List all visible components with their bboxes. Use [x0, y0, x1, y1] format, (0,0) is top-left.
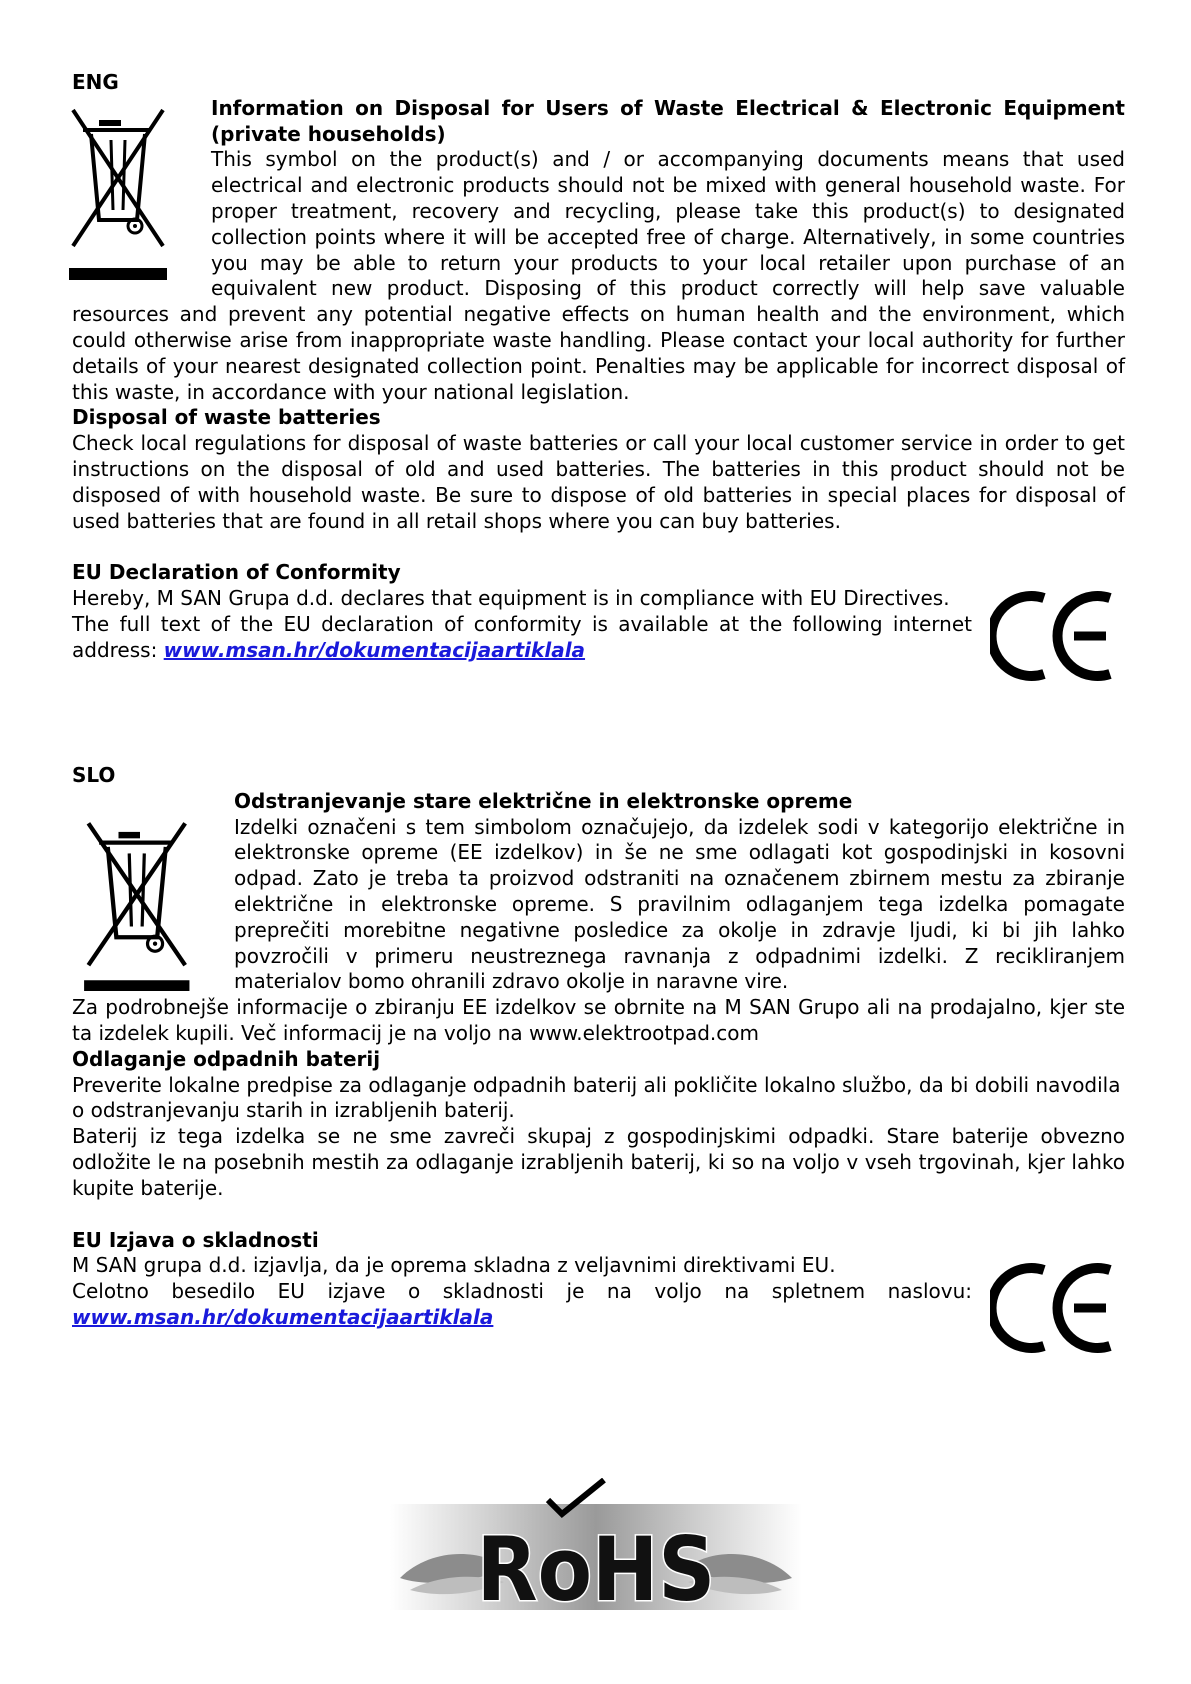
slo-decl-line1: M SAN grupa d.d. izjavlja, da je oprema skladna z veljavnimi direktivami EU.	[72, 1253, 836, 1278]
eng-decl-link[interactable]: www.msan.hr/dokumentacijaartiklala	[163, 637, 586, 662]
ce-mark-icon-slo	[990, 1262, 1120, 1354]
slo-batt-title: Odlaganje odpadnih baterij	[72, 1046, 381, 1071]
slo-decl-paragraph	[72, 1279, 972, 1331]
slo-batt-text1: Preverite lokalne predpise za odlaganje odpadnih baterij ali pokličite lokalno službo, da bi dobili navodila o odstranjevanju starih in izrabljenih baterij.	[72, 1072, 1121, 1123]
slo-section	[72, 763, 1125, 1331]
eng-decl-title: EU Declaration of Conformity	[72, 560, 401, 585]
slo-lang-label: SLO	[72, 763, 116, 787]
eng-weee-title: Information on Disposal for Users of Waste Electrical & Electronic Equipment (private households)	[211, 95, 1125, 146]
slo-weee-text: Izdelki označeni s tem simbolom označujejo, da izdelek sodi v kategorijo električne in elektronske opreme (EE izdelkov) in še ne sme odlagati kot gospodinjski in kosovni odpad. Zato je treba ta proizvod odstraniti na označenem zbirnem mestu za zbiranje električne in elektronske opreme. S pravilnim odlaganjem tega izdelka pomagate preprečiti morebitne negativne posledice za okolje in zdravje ljudi, ki bi jih lahko povzročili v primeru neustreznega ravnanja z odpadnimi izdelki. Z recikliranjem materialov bomo ohranili zdravo okolje in naravne vire.	[234, 814, 1125, 994]
eng-weee-text: This symbol on the product(s) and / or accompanying documents means that used electrical and electronic products should not be mixed with general household waste. For proper treatment, recovery and recycling, please take this product(s) to designated collection points where it will be accepted free of charge. Alternatively, in some countries you may be able to return your products to your local retailer upon purchase of an equivalent new product. Disposing of this product correctly will help save valuable resources and prevent any potential negative effects on human health and the environment, which could otherwise arise from inappropriate waste handling. Please contact your local authority for further details of your nearest designated collection point. Penalties may be applicable for incorrect disposal of this waste, in accordance with your national legislation.	[72, 147, 1125, 404]
eng-batt-text: Check local regulations for disposal of waste batteries or call your local customer service in order to get instructions on the disposal of old and used batteries. The batteries in this product should not be disposed of with household waste. Be sure to dispose of old batteries in special places for disposal of used batteries that are found in all retail shops where you can buy batteries.	[72, 431, 1125, 533]
slo-decl-title: EU Izjava o skladnosti	[72, 1227, 319, 1252]
eng-decl-paragraph	[72, 612, 972, 664]
weee-bin-icon-slo	[84, 819, 196, 991]
slo-weee-title: Odstranjevanje stare električne in elektronske opreme	[234, 788, 853, 813]
slo-decl-line2: Celotno besedilo EU izjave o skladnosti je na voljo na spletnem naslovu:	[72, 1279, 972, 1304]
eng-batt-title: Disposal of waste batteries	[72, 405, 381, 430]
rohs-logo-text: RoHS	[476, 1518, 716, 1610]
eng-decl-line2: The full text of the EU declaration of conformity is available at the following internet address:	[72, 611, 972, 662]
slo-decl-link[interactable]: www.msan.hr/dokumentacijaartiklala	[72, 1304, 494, 1329]
ce-mark-icon	[990, 590, 1120, 682]
eng-decl-line1: Hereby, M SAN Grupa d.d. declares that equipment is in compliance with EU Directives.	[72, 586, 950, 611]
eng-section	[72, 70, 1125, 664]
weee-bin-icon	[69, 100, 173, 280]
ce-mark-label: C	[990, 590, 991, 591]
eng-lang-label: ENG	[72, 70, 119, 94]
slo-weee-text2: Za podrobnejše informacije o zbiranju EE izdelkov se obrnite na M SAN Grupo ali na prodajalno, kjer ste ta izdelek kupili. Več informacij je na voljo na www.elektrootpad.com	[72, 995, 1125, 1045]
rohs-logo-icon	[390, 1478, 802, 1610]
slo-batt-text2: Baterij iz tega izdelka se ne sme zavreči skupaj z gospodinjskimi odpadki. Stare baterije obvezno odložite le na posebnih mestih za odlaganje izrabljenih baterij, ki so na voljo v vseh trgovinah, kjer lahko kupite baterije.	[72, 1124, 1125, 1200]
